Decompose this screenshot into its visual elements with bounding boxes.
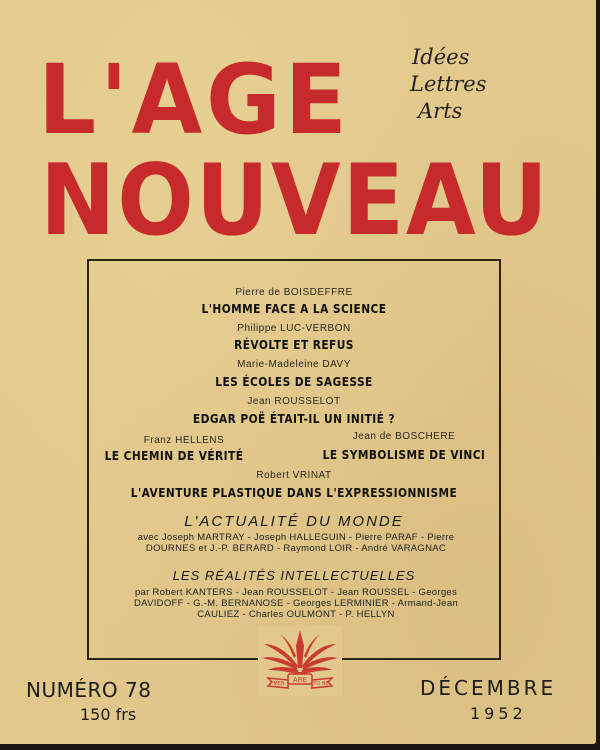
article-title: EDGAR POË ÉTAIT-IL UN INITIÉ ? — [192, 411, 396, 426]
section-contributors-line: DOURNES et J.-P. BERARD - Raymond LOIR - André VARAGNAC — [145, 543, 447, 554]
article-title: LES ÉCOLES DE SAGESSE — [215, 374, 373, 389]
article-author: Franz HELLENS — [143, 435, 225, 446]
issue-year: 1952 — [470, 704, 527, 723]
price: 150 frs — [80, 705, 137, 724]
article-author: Marie-Madeleine DAVY — [237, 359, 351, 370]
masthead-title-line2: NOUVEAU — [40, 144, 550, 258]
emblem-banner-right: TO BE — [313, 681, 329, 687]
article-title: LE SYMBOLISME DE VINCI — [322, 447, 486, 462]
section-title-actualite: L'ACTUALITÉ DU MONDE — [184, 513, 404, 530]
article-author: Philippe LUC-VERBON — [237, 323, 351, 334]
emblem-banner-left: MEN — [273, 681, 285, 687]
section-title-realites: LES RÉALITÉS INTELLECTUELLES — [172, 568, 416, 583]
article-title: RÉVOLTE ET REFUS — [234, 337, 354, 352]
tagline-letters: Lettres — [410, 72, 487, 96]
section-contributors-line: DAVIDOFF - G.-M. BERNANOSE - Georges LERMINIER - Armand-Jean — [134, 598, 458, 609]
issue-month: DÉCEMBRE — [420, 676, 557, 700]
article-title: L'HOMME FACE A LA SCIENCE — [201, 301, 387, 316]
issue-number: NUMÉRO 78 — [26, 678, 152, 702]
section-contributors-line: CAULIEZ - Charles OULMONT - P. HELLYN — [197, 609, 395, 620]
table-of-contents — [87, 259, 501, 660]
section-contributors-line: par Robert KANTERS - Jean ROUSSELOT - Jean ROUSSEL - Georges — [134, 587, 458, 598]
tagline — [412, 44, 487, 125]
palm-emblem-icon — [258, 626, 342, 696]
article-author: Pierre de BOISDEFFRE — [235, 287, 353, 298]
section-contributors-line: avec Joseph MARTRAY - Joseph HALLEGUIN - Pierre PARAF - Pierre — [137, 532, 455, 543]
article-author: Robert VRINAT — [256, 470, 332, 481]
article-title: LE CHEMIN DE VÉRITÉ — [104, 448, 244, 463]
emblem-banner-top: ARE — [292, 676, 308, 684]
masthead-title-line1: L'AGE — [38, 44, 351, 156]
tagline-arts: Arts — [418, 99, 463, 123]
article-author: Jean ROUSSELOT — [247, 396, 341, 407]
article-title: L'AVENTURE PLASTIQUE DANS L'EXPRESSIONNISME — [130, 485, 458, 500]
tagline-ideas: Idées — [412, 45, 470, 69]
article-author: Jean de BOSCHERE — [352, 431, 456, 442]
